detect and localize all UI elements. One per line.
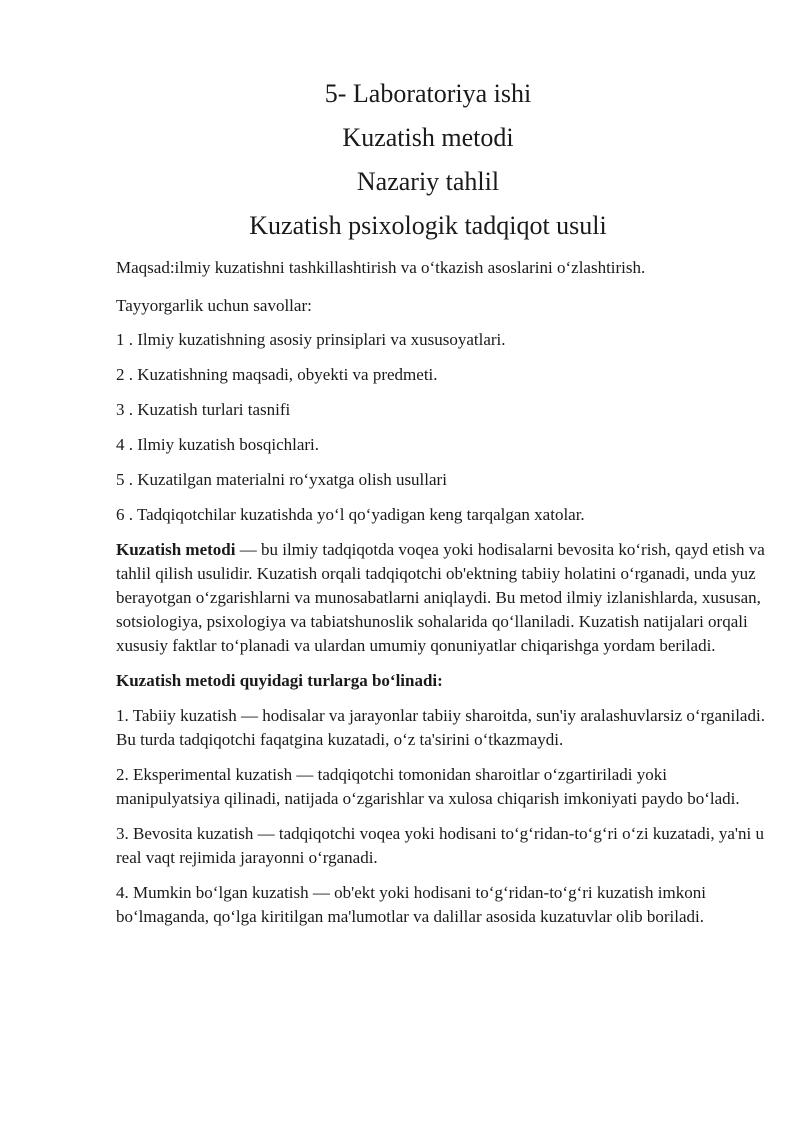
definition-term: Kuzatish metodi — [116, 540, 236, 559]
question-item: 2 . Kuzatishning maqsadi, obyekti va predmeti. — [116, 365, 438, 384]
definition-text: — bu ilmiy tadqiqotda voqea yoki hodisalarni bevosita ko‘rish, qayd etish va tahlil qilish usulidir. Kuzatish orqali tadqiqotchi ob'ektning tabiiy holatini o‘rganadi, unda yuz berayotgan o‘zgarishlarni va munosabatlarni aniqlaydi. Bu metod ilmiy izlanishlarda, xususan, sotsiologiya, psixologiya va tabiatshunoslik sohalarida qo‘llaniladi. Kuzatish natijalari orqali xususiy faktlar to‘planadi va ulardan umumiy qonuniyatlar chiqarishga yordam beriladi. — [116, 540, 765, 655]
type-item: 1. Tabiiy kuzatish — hodisalar va jarayonlar tabiiy sharoitda, sun'iy aralashuvlarsiz o‘rganiladi. Bu turda tadqiqotchi faqatgina kuzatadi, o‘z ta'sirini o‘tkazmaydi. — [116, 706, 765, 749]
question-item: 4 . Ilmiy kuzatish bosqichlari. — [116, 435, 320, 454]
method-title: Kuzatish metodi — [342, 123, 514, 152]
prep-heading: Tayyorgarlik uchun savollar: — [116, 296, 312, 315]
type-item: 4. Mumkin bo‘lgan kuzatish — ob'ekt yoki hodisani to‘g‘ridan-to‘g‘ri kuzatish imkoni bo‘lmaganda, qo‘lga kiritilgan ma'lumotlar va dalillar asosida kuzatuvlar olib boriladi. — [116, 883, 706, 926]
analysis-title: Nazariy tahlil — [356, 167, 500, 196]
types-heading: Kuzatish metodi quyidagi turlarga bo‘linadi: — [116, 671, 443, 690]
definition-paragraph — [116, 538, 766, 658]
type-item: 2. Eksperimental kuzatish — tadqiqotchi tomonidan sharoitlar o‘zgartiriladi yoki manipulyatsiya qilinadi, natijada o‘zgarishlar va xulosa chiqarish imkoniyati paydo bo‘ladi. — [116, 765, 740, 808]
question-item: 5 . Kuzatilgan materialni ro‘yxatga olish usullari — [116, 470, 447, 489]
question-item: 1 . Ilmiy kuzatishning asosiy prinsiplari va xususoyatlari. — [116, 330, 506, 349]
topic-title: Kuzatish psixologik tadqiqot usuli — [249, 211, 607, 240]
question-list — [116, 328, 766, 527]
question-item: 3 . Kuzatish turlari tasnifi — [116, 400, 291, 419]
question-item: 6 . Tadqiqotchilar kuzatishda yo‘l qo‘yadigan keng tarqalgan xatolar. — [116, 505, 585, 524]
type-item: 3. Bevosita kuzatish — tadqiqotchi voqea yoki hodisani to‘g‘ridan-to‘g‘ri o‘zi kuzatadi, ya'ni u real vaqt rejimida jarayonni o‘rganadi. — [116, 824, 764, 867]
goal-text: Maqsad:ilmiy kuzatishni tashkillashtirish va o‘tkazish asoslarini o‘zlashtirish. — [116, 258, 646, 277]
lab-title: 5- Laboratoriya ishi — [324, 79, 532, 108]
title-block — [116, 72, 740, 248]
